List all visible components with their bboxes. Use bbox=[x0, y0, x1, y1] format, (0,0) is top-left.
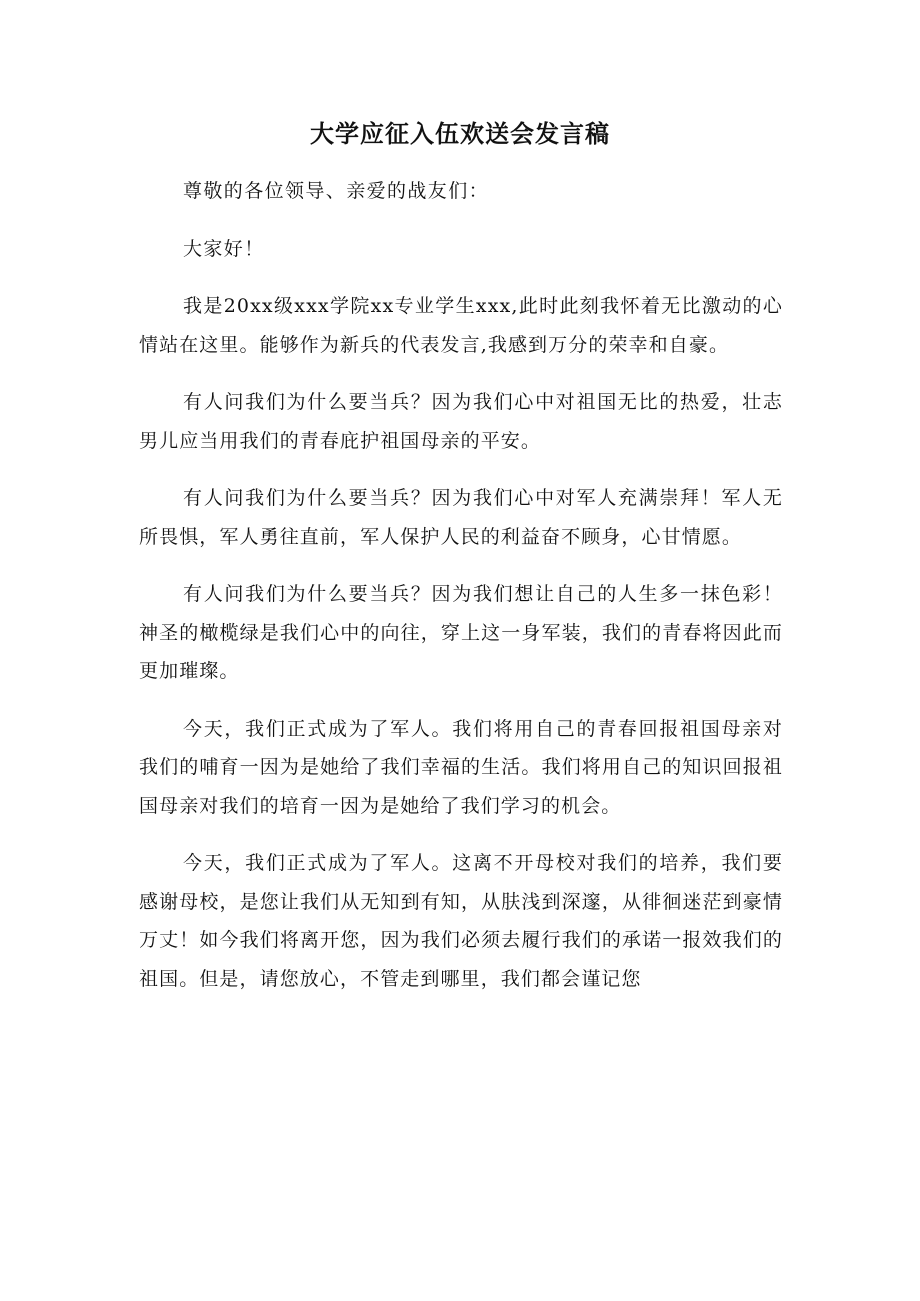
document-body bbox=[139, 172, 783, 998]
paragraph-reason-love: 有人问我们为什么要当兵？因为我们心中对祖国无比的热爱，壮志男儿应当用我们的青春庇护祖国母亲的平安。 bbox=[139, 391, 783, 452]
paragraph-today-motherland: 今天，我们正式成为了军人。我们将用自己的青春回报祖国母亲对我们的哺育一因为是她给了我们幸福的生活。我们将用自己的知识回报祖国母亲对我们的培育一因为是她给了我们学习的机会。 bbox=[139, 717, 783, 817]
paragraph-reason-admire: 有人问我们为什么要当兵？因为我们心中对军人充满崇拜！军人无所畏惧，军人勇往直前，军人保护人民的利益奋不顾身，心甘情愿。 bbox=[139, 487, 783, 548]
paragraph-intro: 我是20xx级xxx学院xx专业学生xxx,此时此刻我怀着无比激动的心情站在这里。能够作为新兵的代表发言,我感到万分的荣幸和自豪。 bbox=[139, 295, 783, 356]
paragraph-today-school: 今天，我们正式成为了军人。这离不开母校对我们的培养，我们要感谢母校，是您让我们从无知到有知，从肤浅到深邃，从徘徊迷茫到豪情万丈！如今我们将离开您，因为我们必须去履行我们的承诺一报效我们的祖国。但是，请您放心，不管走到哪里，我们都会谨记您 bbox=[139, 852, 783, 990]
paragraph-hello: 大家好！ bbox=[183, 237, 265, 260]
paragraph-greeting: 尊敬的各位领导、亲爱的战友们： bbox=[183, 180, 490, 202]
paragraph-reason-color: 有人问我们为什么要当兵？因为我们想让自己的人生多一抹色彩！神圣的橄榄绿是我们心中的向往，穿上这一身军装，我们的青春将因此而更加璀璨。 bbox=[139, 583, 783, 682]
document-title: 大学应征入伍欢送会发言稿 bbox=[310, 120, 610, 148]
